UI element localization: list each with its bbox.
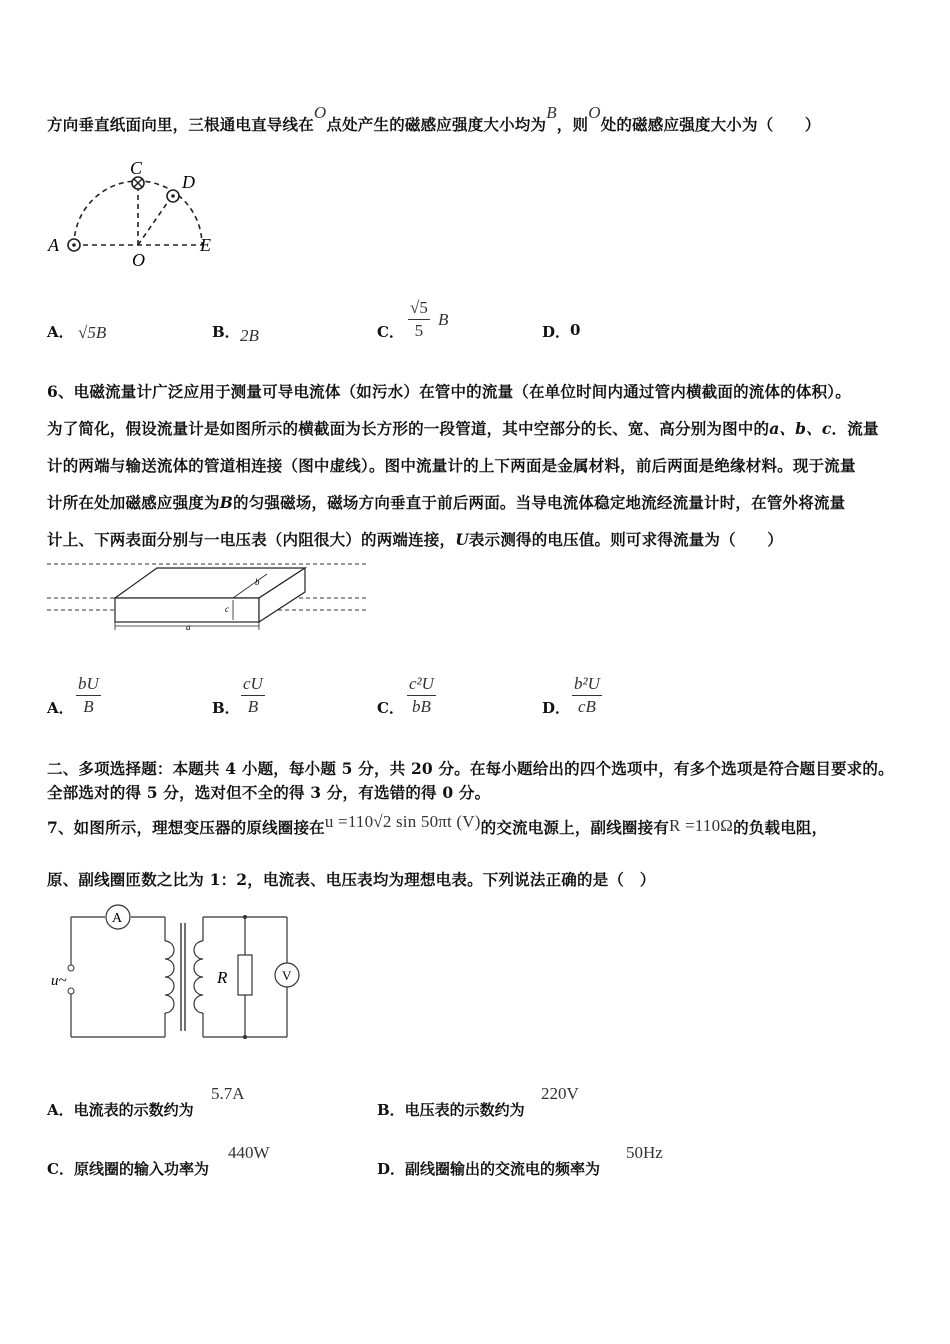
q6-option-d-label: D． [542,699,571,717]
q5-option-a-value: √5B [78,323,107,342]
q7-option-d-text: D．副线圈输出的交流电的频率为 [377,1160,601,1178]
q5-option-a-label: A． [47,323,74,341]
svg-text:A: A [112,911,123,926]
symbol-o-2: O [588,103,601,122]
label-c: C [130,158,143,178]
q7-option-b-value: 220V [541,1084,579,1103]
q7-option-a-text: A．电流表的示数约为 [47,1101,194,1119]
q6-line-5: 计上、下两表面分别与一电压表（内阻很大）的两端连接，U表示测得的电压值。则可求得流量为（ ） [47,530,783,549]
q5-option-d-label: D． [542,323,571,341]
q6-line-4: 计所在处加磁感应强度为B的匀强磁场，磁场方向垂直于前后两面。当导电流体稳定地流经流量计时，在管外将流量 [47,493,846,512]
q6-option-c-label: C． [377,699,404,717]
q7-formula-u: u =110√2 sin 50πt (V) [324,812,481,831]
q5-option-c-label: C． [377,323,404,341]
q7-option-b-text: B．电压表的示数约为 [377,1101,525,1119]
q5-option-b-value: 2B [240,326,259,345]
q6-option-b-label: B． [212,699,240,717]
q7-option-d-value: 50Hz [626,1143,663,1162]
svg-text:V: V [282,968,292,983]
label-e: E [200,235,211,255]
q7-stem-line-1: 7、如图所示，理想变压器的原线圈接在u =110√2 sin 50πt (V)的交流电源上，副线圈接有R =110Ω的负载电阻， [47,812,828,837]
section-2-scoring: 全部选对的得 5 分，选对但不全的得 3 分，有选错的得 0 分。 [47,783,491,802]
q6-option-a-label: A． [47,699,74,717]
q6-line-3: 计的两端与输送流体的管道相连接（图中虚线）。图中流量计的上下两面是金属材料，前后两面是绝缘材料。现于流量 [47,456,856,475]
q6-flowmeter-figure [47,560,377,635]
q6-option-d-fraction: $\frac{\text{b²U}}{cB}$ [574,674,600,716]
resistor-label: R [217,968,228,987]
q7-option-c-text: C．原线圈的输入功率为 [47,1160,209,1178]
label-b-width: b [255,577,260,587]
label-a: A [48,235,59,255]
q6-line-2: 为了简化，假设流量计是如图所示的横截面为长方形的一段管道，其中空部分的长、宽、高分别为图中的a、b、c．流量 [47,419,879,438]
q5-option-d-value: 0 [570,321,581,339]
q6-option-a-fraction: $\frac{bU}{B}$ [78,674,99,716]
q5-option-c-fraction: $\frac{√5}{5}$ [410,298,428,340]
ammeter-icon [106,905,130,929]
q7-option-a-value: 5.7A [211,1084,245,1103]
section-2-heading: 二、多项选择题：本题共 4 小题，每小题 5 分，共 20 分。在每小题给出的四个选项中，有多个选项是符合题目要求的。 [47,759,894,778]
symbol-o: O [313,103,327,122]
q5-option-c-tail: B [438,310,449,329]
q6-line-1: 6、电磁流量计广泛应用于测量可导电流体（如污水）在管中的流量（在单位时间内通过管内横截面的流体的体积）。 [47,382,851,401]
q6-option-c-fraction: $\frac{\text{c²U}}{bB}$ [409,674,434,716]
symbol-b: B [546,103,557,122]
q5-option-b-label: B． [212,323,240,341]
q7-stem-line-2: 原、副线圈匝数之比为 1：2，电流表、电压表均为理想电表。下列说法正确的是（ ） [47,870,656,889]
q6-option-b-fraction: $\frac{cU}{B}$ [243,674,263,716]
q7-formula-r: R =110Ω [669,816,734,835]
wire-a-out-icon [68,239,80,251]
label-d: D [182,172,195,192]
label-o: O [132,250,145,270]
q5-semicircle-figure [40,150,240,270]
q7-transformer-circuit [47,903,307,1048]
label-a-length: a [186,622,191,632]
wire-d-out-icon [167,190,179,202]
label-c-height: c [225,604,229,614]
source-label: u~ [51,973,67,989]
wire-c-in-icon [132,177,144,189]
q7-option-c-value: 440W [228,1143,270,1162]
q5-stem: 方向垂直纸面向里，三根通电直导线在O点处产生的磁感应强度大小均为B，则O处的磁感应强度大小为（ ） [47,103,821,134]
voltmeter-icon [275,963,299,987]
resistor-icon [238,955,252,995]
